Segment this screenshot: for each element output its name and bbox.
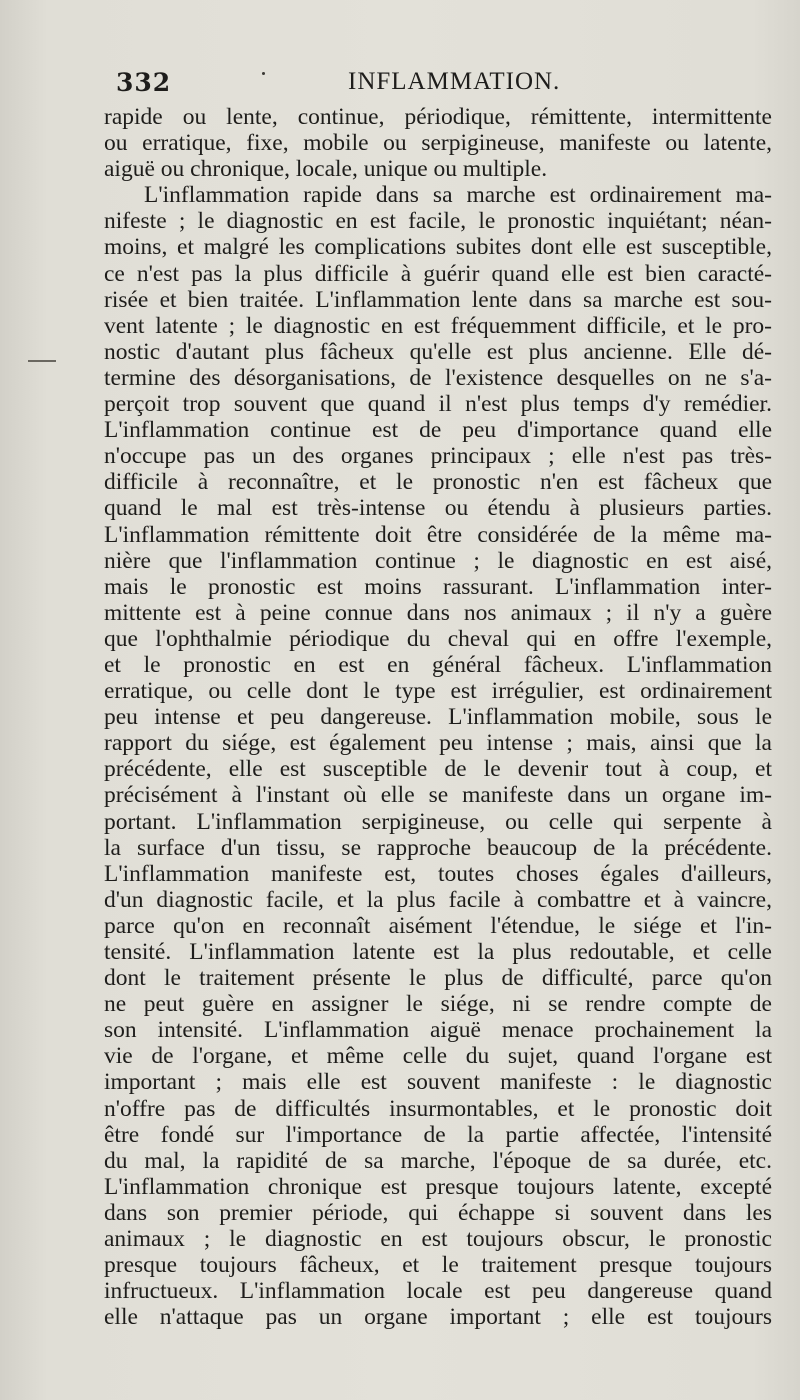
text-line: mais le pronostic est moins rassurant. L'inflammation inter- <box>104 573 772 600</box>
text-line: difficile à reconnaître, et le pronostic n'en est fâcheux que <box>104 469 772 496</box>
text-line: animaux ; le diagnostic en est toujours obscur, le pronostic <box>104 1226 772 1253</box>
text-line: erratique, ou celle dont le type est irrégulier, est ordinairement <box>104 678 772 705</box>
text-line: aiguë ou chronique, locale, unique ou multiple. <box>104 156 548 183</box>
ink-speck <box>262 72 265 75</box>
running-title: INFLAMMATION. <box>348 68 561 95</box>
text-line: précédente, elle est susceptible de le devenir tout à coup, et <box>104 756 772 783</box>
text-line: vie de l'organe, et même celle du sujet, quand l'organe est <box>104 1043 772 1070</box>
text-line: L'inflammation rémittente doit être considérée de la même ma- <box>104 521 772 548</box>
text-line: portant. L'inflammation serpigineuse, ou celle qui serpente à <box>104 808 772 835</box>
text-line: rapport du siége, est également peu intense ; mais, ainsi que la <box>104 730 772 757</box>
text-line: L'inflammation manifeste est, toutes choses égales d'ailleurs, <box>104 860 772 887</box>
text-line: du mal, la rapidité de sa marche, l'époque de sa durée, etc. <box>104 1147 772 1174</box>
text-line: son intensité. L'inflammation aiguë menace prochainement la <box>104 1017 772 1044</box>
text-line: être fondé sur l'importance de la partie affectée, l'intensité <box>104 1121 772 1148</box>
text-line: termine des désorganisations, de l'existence desquelles on ne s'a- <box>104 364 772 391</box>
text-line: ne peut guère en assigner le siége, ni se rendre compte de <box>104 991 772 1018</box>
text-line: infructueux. L'inflammation locale est peu dangereuse quand <box>104 1278 772 1305</box>
text-line: perçoit trop souvent que quand il n'est plus temps d'y remédier. <box>104 391 772 418</box>
text-line: risée et bien traitée. L'inflammation lente dans sa marche est sou- <box>104 286 772 313</box>
text-line: nifeste ; le diagnostic en est facile, le pronostic inquiétant; néan- <box>104 208 772 235</box>
text-line: d'un diagnostic facile, et la plus facile à combattre et à vaincre, <box>104 886 772 913</box>
page-number: 332 <box>116 68 172 97</box>
text-line: important ; mais elle est souvent manifeste : le diagnostic <box>104 1069 772 1096</box>
text-line: moins, et malgré les complications subites dont elle est susceptible, <box>104 234 772 261</box>
text-line: peu intense et peu dangereuse. L'inflammation mobile, sous le <box>104 704 772 731</box>
text-line: n'occupe pas un des organes principaux ; elle n'est pas très- <box>104 443 772 470</box>
text-line: tensité. L'inflammation latente est la plus redoutable, et celle <box>104 939 772 965</box>
text-line: nostic d'autant plus fâcheux qu'elle est plus ancienne. Elle dé- <box>104 338 772 365</box>
text-line: mittente est à peine connue dans nos animaux ; il n'y a guère <box>104 599 772 626</box>
text-line: et le pronostic en est en général fâcheux. L'inflammation <box>104 651 772 678</box>
text-line: presque toujours fâcheux, et le traitement presque toujours <box>104 1252 772 1279</box>
text-line: elle n'attaque pas un organe important ; elle est toujours <box>104 1304 772 1331</box>
text-line: L'inflammation chronique est presque toujours latente, excepté <box>104 1173 772 1200</box>
text-line: ou erratique, fixe, mobile ou serpigineuse, manifeste ou latente, <box>104 130 772 157</box>
text-line: ce n'est pas la plus difficile à guérir quand elle est bien caracté- <box>104 260 772 287</box>
body-text <box>104 104 772 1330</box>
text-line: L'inflammation continue est de peu d'importance quand elle <box>104 417 772 444</box>
text-line: rapide ou lente, continue, périodique, rémittente, intermittente <box>104 104 772 130</box>
text-line: parce qu'on en reconnaît aisément l'étendue, le siége et l'in- <box>104 912 772 939</box>
text-line: quand le mal est très-intense ou étendu à plusieurs parties. <box>104 495 772 522</box>
text-line: L'inflammation rapide dans sa marche est ordinairement ma- <box>144 182 772 209</box>
text-line: la surface d'un tissu, se rapproche beaucoup de la précédente. <box>104 834 772 861</box>
margin-mark <box>28 360 56 362</box>
text-line: précisément à l'instant où elle se manifeste dans un organe im- <box>104 782 772 809</box>
text-line: n'offre pas de difficultés insurmontables, et le pronostic doit <box>104 1095 772 1122</box>
text-line: nière que l'inflammation continue ; le diagnostic en est aisé, <box>104 547 772 574</box>
text-line: dans son premier période, qui échappe si souvent dans les <box>104 1199 772 1226</box>
text-line: que l'ophthalmie périodique du cheval qui en offre l'exemple, <box>104 625 772 652</box>
text-line: dont le traitement présente le plus de difficulté, parce qu'on <box>104 965 772 992</box>
running-head <box>116 68 776 102</box>
text-line: vent latente ; le diagnostic en est fréquemment difficile, et le pro- <box>104 312 772 339</box>
